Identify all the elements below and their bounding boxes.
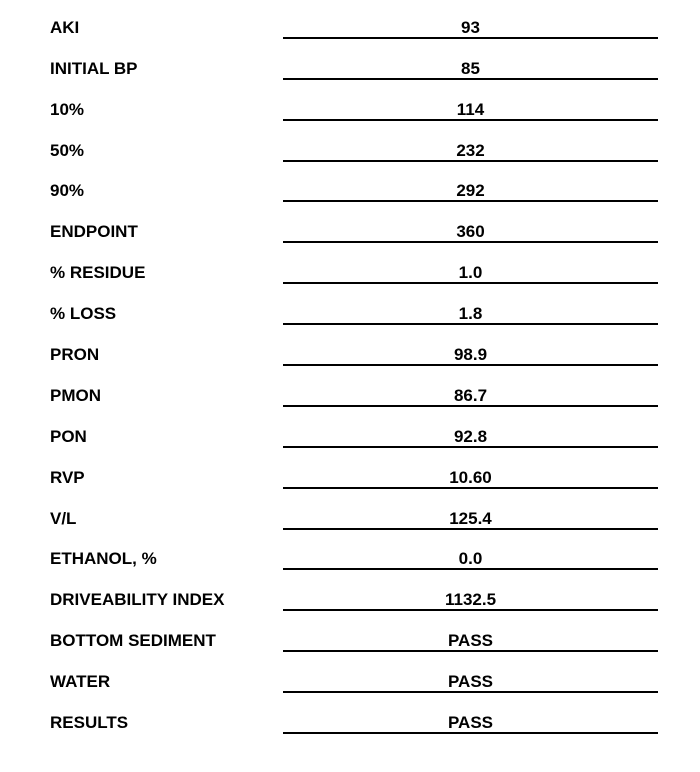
table-row [0,82,700,123]
row-value-field: 114 [283,101,658,121]
table-row [0,491,700,532]
row-value-field: PASS [283,714,658,734]
row-label: RESULTS [50,713,129,733]
row-label: ETHANOL, % [50,549,157,569]
table-row [0,245,700,286]
table-row [0,613,700,654]
row-value-field: 1.0 [283,264,658,284]
row-label: DRIVEABILITY INDEX [50,590,225,610]
row-value-field: 125.4 [283,510,658,530]
row-label: 50% [50,140,85,160]
row-label: BOTTOM SEDIMENT [50,631,216,651]
row-value-field: 360 [283,223,658,243]
row-label: WATER [50,672,111,692]
row-label: % RESIDUE [50,263,146,283]
row-value-field: PASS [283,673,658,693]
row-label: RVP [50,467,85,487]
table-row [0,368,700,409]
table-row [0,409,700,450]
row-value-field: 98.9 [283,346,658,366]
row-value-field: PASS [283,632,658,652]
row-value-field: 93 [283,19,658,39]
row-label: 10% [50,99,85,119]
table-row [0,41,700,82]
row-label: AKI [50,17,80,37]
table-row [0,123,700,164]
row-label: PON [50,426,87,446]
table-row [0,164,700,205]
row-value-field: 292 [283,182,658,202]
row-value-field: 232 [283,142,658,162]
row-label: ENDPOINT [50,222,138,242]
table-row [0,695,700,736]
table-row [0,450,700,491]
table-row [0,327,700,368]
row-value-field: 86.7 [283,387,658,407]
row-value-field: 92.8 [283,428,658,448]
row-value-field: 1.8 [283,305,658,325]
row-value-field: 85 [283,60,658,80]
row-label: INITIAL BP [50,58,138,78]
row-label: PRON [50,345,100,365]
row-label: % LOSS [50,304,117,324]
row-value-field: 1132.5 [283,591,658,611]
table-row [0,654,700,695]
row-label: V/L [50,508,77,528]
row-value-field: 10.60 [283,469,658,489]
table-row [0,204,700,245]
table-row [0,0,700,41]
row-label: PMON [50,385,101,405]
table-row [0,286,700,327]
table-row [0,572,700,613]
table-row [0,532,700,573]
row-value-field: 0.0 [283,550,658,570]
row-label: 90% [50,181,85,201]
